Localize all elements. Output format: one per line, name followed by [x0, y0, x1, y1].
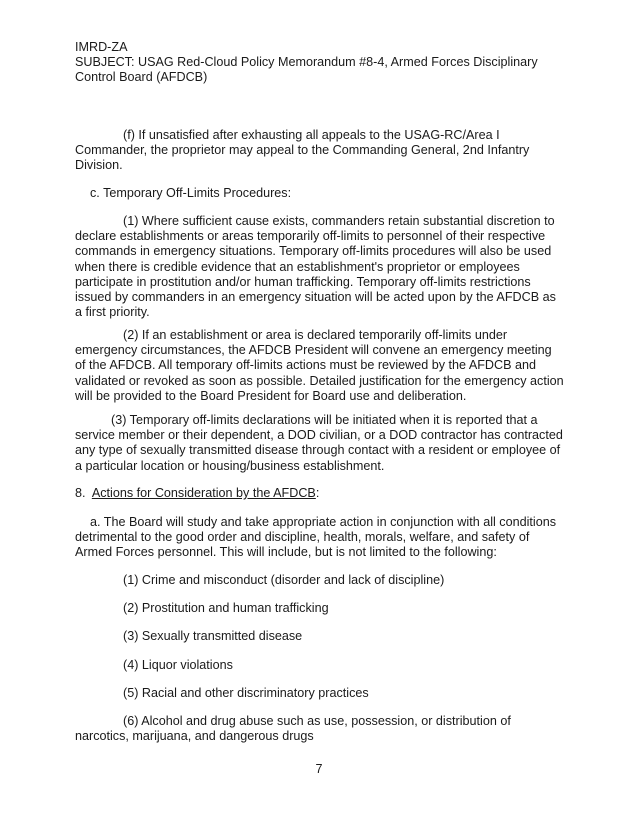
section-8-colon: :	[315, 486, 320, 500]
subject-line-2: Control Board (AFDCB)	[75, 70, 208, 85]
memo-header	[75, 40, 575, 86]
paragraph-c3: (3) Temporary off-limits declarations will be initiated when it is reported that a service member or their dependent, a DOD civilian, or a DOD contractor has contracted any type of sexually transmitted disease through contact with a resident or employee of a particular location or housing/business establishment.	[75, 413, 563, 473]
list-item: (4) Liquor violations	[123, 658, 233, 672]
office-symbol: IMRD-ZA	[75, 40, 128, 54]
paragraph-f: (f) If unsatisfied after exhausting all appeals to the USAG-RC/Area I Commander, the proprietor may appeal to the Commanding General, 2nd Infantry Division.	[75, 128, 530, 173]
paragraph-6: (6) Alcohol and drug abuse such as use, possession, or distribution of narcotics, marijuana, and dangerous drugs	[75, 714, 511, 744]
section-8-heading	[75, 486, 565, 501]
section-8-title: Actions for Consideration by the AFDCB	[91, 486, 316, 500]
section-8-number: 8.	[75, 486, 86, 500]
subject-line-1: SUBJECT: USAG Red-Cloud Policy Memorandum #8-4, Armed Forces Disciplinary	[75, 55, 538, 70]
list-item: (1) Crime and misconduct (disorder and lack of discipline)	[123, 573, 445, 587]
list-item: (3) Sexually transmitted disease	[123, 629, 303, 643]
page-number: 7	[315, 762, 323, 776]
list-item: (2) Prostitution and human trafficking	[123, 601, 329, 615]
paragraph-c-heading: c. Temporary Off-Limits Procedures:	[90, 186, 292, 200]
paragraph-c2: (2) If an establishment or area is declared temporarily off-limits under emergency circumstances, the AFDCB President will convene an emergency meeting of the AFDCB. All temporary off-limits actions must be reviewed by the AFDCB and validated or revoked as soon as possible. Detailed justification for the emergency action will be provided to the Board President for Board use and deliberation.	[75, 328, 564, 403]
paragraph-c1: (1) Where sufficient cause exists, commanders retain substantial discretion to declare establishments or areas temporarily off-limits to personnel of their respective commands in emergency situations. Temporary off-limits procedures will also be used when there is credible evidence that an establishment's proprietor or employees participate in prostitution and/or human trafficking. Temporary off-limits restrictions issued by commanders in an emergency situation will be acted upon by the AFDCB as a first priority.	[75, 214, 556, 320]
list-item: (5) Racial and other discriminatory practices	[123, 686, 369, 700]
paragraph-8a: a. The Board will study and take appropriate action in conjunction with all conditions detrimental to the good order and discipline, health, morals, welfare, and safety of Armed Forces personnel. This will include, but is not limited to the following:	[75, 515, 557, 560]
